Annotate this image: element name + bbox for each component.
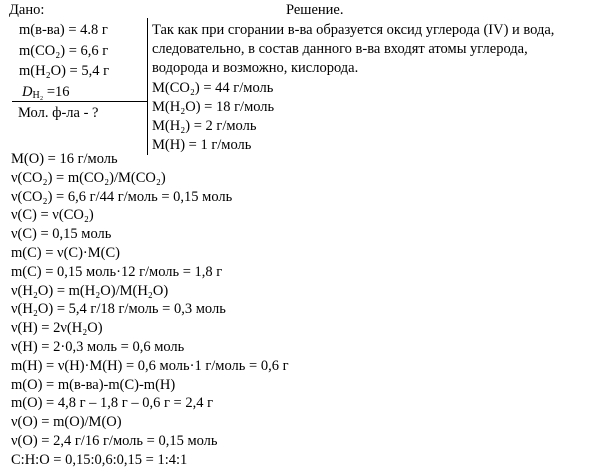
- solution-line: следовательно, в состав данного в-ва входят атомы углерода,: [152, 41, 528, 58]
- given-block: [19, 20, 109, 102]
- calc-line: m(H) = ν(H)·M(H) = 0,6 моль·1 г/моль = 0,6 г: [11, 357, 289, 374]
- calc-line: ν(O) = 2,4 г/16 г/моль = 0,15 моль: [11, 432, 218, 449]
- find-formula: Мол. ф-ла - ?: [18, 105, 99, 121]
- calc-line-ratio: C:H:O = 0,15:0,6:0,15 = 1:4:1: [11, 451, 188, 468]
- calculations: [11, 150, 289, 470]
- density-value: =16: [46, 83, 70, 100]
- calc-line: ν(H) = 2·0,3 моль = 0,6 моль: [11, 338, 185, 355]
- calc-line: M(O) = 16 г/моль: [11, 151, 118, 167]
- calc-line: ν(H₂O) = 5,4 г/18 г/моль = 0,3 моль: [11, 301, 226, 318]
- vertical-divider: [147, 18, 148, 155]
- calc-line: ν(H₂O) = m(H₂O)/M(H₂O): [11, 282, 169, 299]
- solution-text: [152, 21, 607, 155]
- given-density: [19, 82, 109, 103]
- given-title: Дано:: [9, 2, 45, 18]
- solution-line: Так как при сгорании в-ва образуется оксид углерода (IV) и вода,: [152, 22, 555, 38]
- calc-line: m(O) = m(в-ва)-m(C)-m(H): [11, 376, 176, 393]
- molar-mass-h: M(H) = 1 г/моль: [152, 137, 252, 154]
- solution-title: Решение.: [286, 2, 344, 18]
- calc-line: m(C) = ν(C)·M(C): [11, 244, 120, 261]
- molar-mass-h2o: M(H₂O) = 18 г/моль: [152, 98, 275, 115]
- calc-line: ν(C) = ν(CO₂): [11, 207, 94, 224]
- calc-line: ν(H) = 2ν(H₂O): [11, 320, 103, 337]
- calc-line: ν(C) = 0,15 моль: [11, 226, 112, 243]
- given-mass-substance: m(в-ва) = 4.8 г: [19, 22, 108, 38]
- molar-mass-h2: M(H₂) = 2 г/моль: [152, 117, 257, 134]
- given-mass-h2o: m(H₂O) = 5,4 г: [19, 63, 110, 79]
- density-label: D: [22, 83, 33, 100]
- calc-line: m(C) = 0,15 моль·12 г/моль = 1,8 г: [11, 263, 223, 280]
- solution-line: водорода и возможно, кислорода.: [152, 60, 359, 77]
- calc-line: ν(CO₂) = 6,6 г/44 г/моль = 0,15 моль: [11, 188, 233, 205]
- calc-line: m(O) = 4,8 г – 1,8 г – 0,6 г = 2,4 г: [11, 395, 214, 412]
- density-subscript: H₂: [32, 89, 44, 101]
- molar-mass-co2: M(CO₂) = 44 г/моль: [152, 79, 274, 96]
- calc-line: ν(CO₂) = m(CO₂)/M(CO₂): [11, 169, 166, 186]
- calc-line: ν(O) = m(O)/M(O): [11, 414, 122, 431]
- given-mass-co2: m(CO₂) = 6,6 г: [19, 42, 109, 59]
